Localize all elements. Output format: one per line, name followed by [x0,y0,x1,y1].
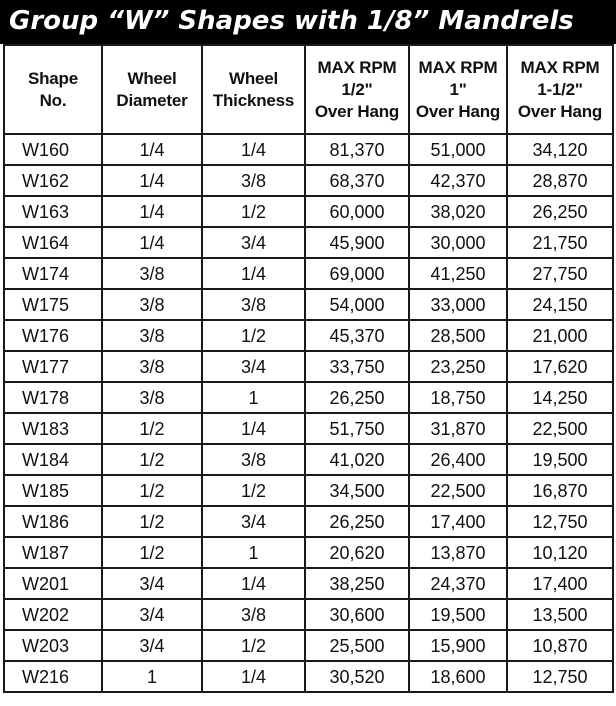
table-row [4,444,613,475]
table-row [4,351,613,382]
wheel-thickness-cell: 3/4 [202,227,305,258]
header-line: Over Hang [415,101,501,121]
max-rpm-one-half-inch-cell: 10,120 [507,537,613,568]
table-row [4,382,613,413]
shape-no-cell: W203 [4,630,102,661]
wheel-diameter-cell: 1/2 [102,506,202,537]
header-line: MAX RPM [520,57,600,77]
header-line: Thickness [212,90,295,110]
wheel-thickness-cell: 3/8 [202,289,305,320]
table-row [4,413,613,444]
shape-no-cell: W184 [4,444,102,475]
max-rpm-one-inch-cell: 22,500 [409,475,507,506]
wheel-diameter-cell: 3/8 [102,320,202,351]
spec-table [3,44,614,693]
max-rpm-half-inch-cell: 68,370 [305,165,409,196]
max-rpm-one-half-inch-cell: 19,500 [507,444,613,475]
max-rpm-one-inch-cell: 41,250 [409,258,507,289]
max-rpm-half-inch-cell: 30,600 [305,599,409,630]
max-rpm-half-inch-cell: 26,250 [305,506,409,537]
shape-no-cell: W160 [4,134,102,165]
table-row [4,134,613,165]
wheel-diameter-cell: 3/4 [102,568,202,599]
shape-no-cell: W174 [4,258,102,289]
header-row [4,45,613,134]
wheel-diameter-cell: 3/4 [102,630,202,661]
shape-no-cell: W177 [4,351,102,382]
wheel-diameter-cell: 1/4 [102,227,202,258]
wheel-thickness-cell: 3/4 [202,506,305,537]
max-rpm-one-inch-cell: 15,900 [409,630,507,661]
wheel-thickness-cell: 1/4 [202,258,305,289]
max-rpm-one-inch-cell: 13,870 [409,537,507,568]
header-line: Wheel [127,68,177,88]
page-title: Group “W” Shapes with 1/8” Mandrels [9,6,574,36]
wheel-diameter-cell: 3/8 [102,382,202,413]
max-rpm-half-inch-cell: 60,000 [305,196,409,227]
header-line: Shape [27,68,79,88]
header-line: 1" [449,79,467,99]
max-rpm-one-half-inch-cell: 28,870 [507,165,613,196]
max-rpm-half-inch-cell: 41,020 [305,444,409,475]
wheel-thickness-cell: 1/2 [202,196,305,227]
table-header [4,45,613,134]
max-rpm-one-inch-cell: 33,000 [409,289,507,320]
header-max-rpm-half [305,45,409,134]
max-rpm-half-inch-cell: 69,000 [305,258,409,289]
max-rpm-one-inch-cell: 19,500 [409,599,507,630]
wheel-diameter-cell: 3/8 [102,258,202,289]
table-row [4,475,613,506]
max-rpm-half-inch-cell: 25,500 [305,630,409,661]
max-rpm-one-half-inch-cell: 27,750 [507,258,613,289]
shape-no-cell: W175 [4,289,102,320]
wheel-diameter-cell: 1/4 [102,165,202,196]
shape-no-cell: W186 [4,506,102,537]
wheel-thickness-cell: 3/8 [202,165,305,196]
table-row [4,537,613,568]
max-rpm-one-half-inch-cell: 21,750 [507,227,613,258]
max-rpm-half-inch-cell: 38,250 [305,568,409,599]
shape-no-cell: W176 [4,320,102,351]
header-line: Wheel [228,68,279,88]
max-rpm-one-half-inch-cell: 14,250 [507,382,613,413]
table-row [4,630,613,661]
wheel-thickness-cell: 1/2 [202,630,305,661]
wheel-thickness-cell: 1/4 [202,568,305,599]
wheel-thickness-cell: 1 [202,382,305,413]
max-rpm-one-half-inch-cell: 12,750 [507,661,613,692]
max-rpm-half-inch-cell: 54,000 [305,289,409,320]
header-line: MAX RPM [317,57,397,77]
max-rpm-half-inch-cell: 51,750 [305,413,409,444]
wheel-thickness-cell: 1/2 [202,475,305,506]
header-max-rpm-one-half [507,45,613,134]
max-rpm-one-inch-cell: 18,750 [409,382,507,413]
max-rpm-one-inch-cell: 31,870 [409,413,507,444]
wheel-diameter-cell: 3/4 [102,599,202,630]
table-row [4,506,613,537]
header-line: 1/2" [341,79,373,99]
max-rpm-one-half-inch-cell: 24,150 [507,289,613,320]
max-rpm-half-inch-cell: 34,500 [305,475,409,506]
max-rpm-half-inch-cell: 33,750 [305,351,409,382]
wheel-thickness-cell: 1/2 [202,320,305,351]
table-body [4,134,613,692]
table-row [4,258,613,289]
header-line: Over Hang [517,101,603,121]
max-rpm-one-inch-cell: 51,000 [409,134,507,165]
wheel-thickness-cell: 1/4 [202,413,305,444]
shape-no-cell: W201 [4,568,102,599]
max-rpm-one-inch-cell: 18,600 [409,661,507,692]
max-rpm-half-inch-cell: 26,250 [305,382,409,413]
max-rpm-one-half-inch-cell: 16,870 [507,475,613,506]
header-line: No. [39,90,67,110]
wheel-thickness-cell: 1/4 [202,134,305,165]
shape-no-cell: W162 [4,165,102,196]
max-rpm-one-half-inch-cell: 21,000 [507,320,613,351]
table-row [4,289,613,320]
shape-no-cell: W164 [4,227,102,258]
max-rpm-one-inch-cell: 30,000 [409,227,507,258]
wheel-thickness-cell: 1 [202,537,305,568]
shape-no-cell: W185 [4,475,102,506]
wheel-diameter-cell: 1/4 [102,134,202,165]
shape-no-cell: W187 [4,537,102,568]
shape-no-cell: W178 [4,382,102,413]
title-bar [0,0,616,44]
header-wheel-thickness [202,45,305,134]
wheel-thickness-cell: 3/4 [202,351,305,382]
table-row [4,320,613,351]
header-max-rpm-one [409,45,507,134]
max-rpm-one-inch-cell: 28,500 [409,320,507,351]
table-row [4,165,613,196]
max-rpm-one-half-inch-cell: 26,250 [507,196,613,227]
table-row [4,661,613,692]
max-rpm-one-half-inch-cell: 12,750 [507,506,613,537]
wheel-diameter-cell: 1/2 [102,537,202,568]
table-row [4,227,613,258]
max-rpm-half-inch-cell: 45,370 [305,320,409,351]
header-line: Diameter [116,90,188,110]
max-rpm-one-half-inch-cell: 22,500 [507,413,613,444]
max-rpm-half-inch-cell: 20,620 [305,537,409,568]
max-rpm-one-inch-cell: 42,370 [409,165,507,196]
wheel-diameter-cell: 3/8 [102,289,202,320]
max-rpm-half-inch-cell: 30,520 [305,661,409,692]
max-rpm-one-half-inch-cell: 13,500 [507,599,613,630]
shape-no-cell: W202 [4,599,102,630]
table-row [4,599,613,630]
wheel-thickness-cell: 1/4 [202,661,305,692]
shape-no-cell: W183 [4,413,102,444]
wheel-diameter-cell: 1/2 [102,475,202,506]
header-line: 1-1/2" [537,79,583,99]
header-line: MAX RPM [418,57,498,77]
header-line: Over Hang [314,101,400,121]
header-wheel-diameter [102,45,202,134]
wheel-diameter-cell: 1 [102,661,202,692]
wheel-diameter-cell: 1/4 [102,196,202,227]
max-rpm-one-inch-cell: 26,400 [409,444,507,475]
max-rpm-one-half-inch-cell: 34,120 [507,134,613,165]
wheel-diameter-cell: 1/2 [102,444,202,475]
max-rpm-one-inch-cell: 23,250 [409,351,507,382]
shape-no-cell: W216 [4,661,102,692]
header-shape-no [4,45,102,134]
max-rpm-one-inch-cell: 17,400 [409,506,507,537]
max-rpm-half-inch-cell: 81,370 [305,134,409,165]
wheel-thickness-cell: 3/8 [202,599,305,630]
max-rpm-one-half-inch-cell: 17,620 [507,351,613,382]
table-row [4,568,613,599]
table-row [4,196,613,227]
max-rpm-one-inch-cell: 24,370 [409,568,507,599]
max-rpm-one-inch-cell: 38,020 [409,196,507,227]
wheel-diameter-cell: 1/2 [102,413,202,444]
max-rpm-one-half-inch-cell: 10,870 [507,630,613,661]
shape-no-cell: W163 [4,196,102,227]
wheel-diameter-cell: 3/8 [102,351,202,382]
wheel-thickness-cell: 3/8 [202,444,305,475]
max-rpm-half-inch-cell: 45,900 [305,227,409,258]
max-rpm-one-half-inch-cell: 17,400 [507,568,613,599]
